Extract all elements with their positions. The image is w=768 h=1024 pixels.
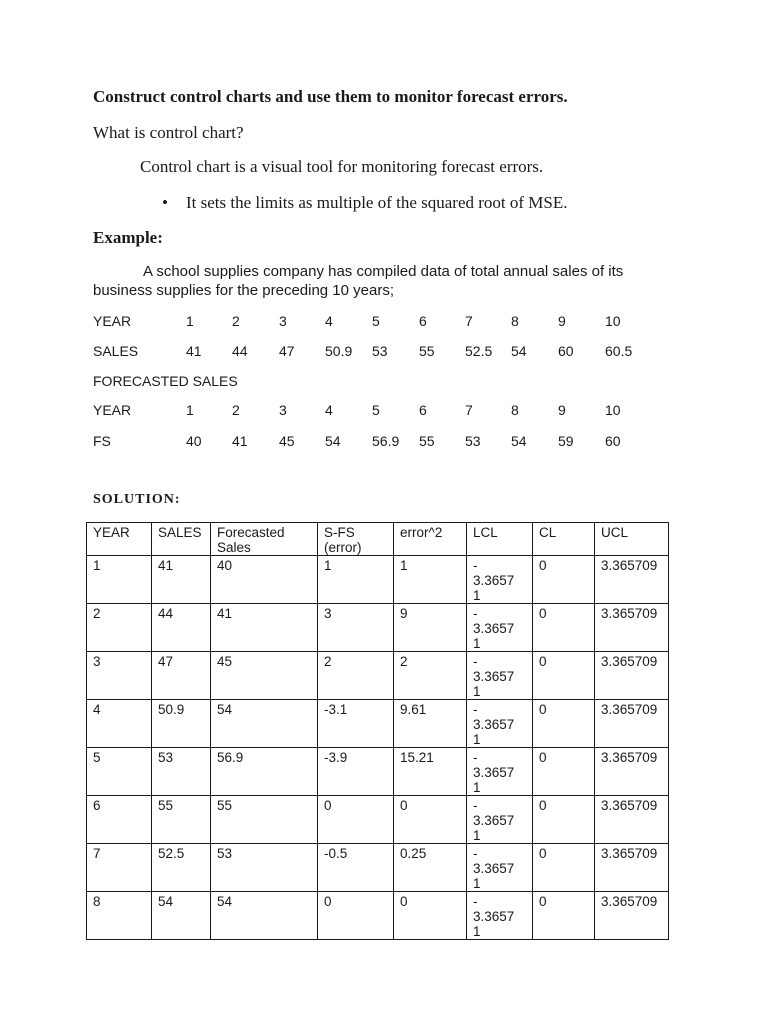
table-cell: 0 [533, 556, 595, 604]
year-cell: 6 [419, 402, 427, 418]
table-cell: 45 [211, 652, 318, 700]
year-cell: 8 [511, 313, 519, 329]
table-cell: 3.365709 [595, 604, 669, 652]
row-label: YEAR [93, 402, 132, 418]
table-cell: 0 [533, 604, 595, 652]
table-cell: 55 [152, 796, 211, 844]
lcl-cell: - 3.3657 1 [467, 604, 533, 652]
year-cell: 1 [186, 402, 194, 418]
table-cell: 3.365709 [595, 796, 669, 844]
year-cell: 3 [279, 313, 287, 329]
table-cell: 53 [211, 844, 318, 892]
year-cell: 9 [558, 313, 566, 329]
table-cell: 2 [394, 652, 467, 700]
year-cell: 3 [279, 402, 287, 418]
table-cell: 5 [87, 748, 152, 796]
table-row [87, 700, 669, 748]
sales-cell: 50.9 [325, 343, 353, 359]
table-cell: 0.25 [394, 844, 467, 892]
sales-cell: 55 [419, 343, 435, 359]
sales-cell: 53 [372, 343, 388, 359]
row-label: SALES [93, 343, 139, 359]
table-cell: 52.5 [152, 844, 211, 892]
question-text: What is control chart? [93, 123, 244, 142]
table-cell: 3.365709 [595, 892, 669, 940]
lcl-cell: - 3.3657 1 [467, 892, 533, 940]
fs-cell: 40 [186, 433, 202, 449]
year-cell: 10 [605, 313, 621, 329]
table-cell: 0 [533, 700, 595, 748]
header-cell: CL [533, 523, 595, 556]
table-cell: 1 [318, 556, 394, 604]
page-heading: Construct control charts and use them to monitor forecast errors. [93, 87, 568, 106]
table-cell: 0 [533, 892, 595, 940]
table-cell: 0 [533, 796, 595, 844]
year-cell: 10 [605, 402, 621, 418]
year-cell: 6 [419, 313, 427, 329]
table-cell: 47 [152, 652, 211, 700]
table-cell: 54 [211, 700, 318, 748]
table-row [87, 748, 669, 796]
row-label: YEAR [93, 313, 132, 329]
table-cell: 3.365709 [595, 844, 669, 892]
table-cell: 1 [394, 556, 467, 604]
year-cell: 8 [511, 402, 519, 418]
year-cell: 5 [372, 313, 380, 329]
sales-cell: 47 [279, 343, 295, 359]
fs-cell: 54 [511, 433, 527, 449]
sales-cell: 44 [232, 343, 248, 359]
table-cell: 1 [87, 556, 152, 604]
year-cell: 5 [372, 402, 380, 418]
fs-cell: 41 [232, 433, 248, 449]
header-cell: Forecasted Sales [211, 523, 318, 556]
table-cell: 3 [318, 604, 394, 652]
forecast-heading-text: FORECASTED SALES [93, 373, 238, 389]
table-cell: 2 [318, 652, 394, 700]
header-cell: S-FS (error) [318, 523, 394, 556]
table-cell: -3.1 [318, 700, 394, 748]
table-cell: 6 [87, 796, 152, 844]
table-row [87, 604, 669, 652]
table-cell: 8 [87, 892, 152, 940]
fs-cell: 53 [465, 433, 481, 449]
solution-table [86, 522, 669, 940]
table-cell: -3.9 [318, 748, 394, 796]
year-cell: 7 [465, 313, 473, 329]
example-label: Example: [93, 228, 163, 247]
table-cell: 0 [394, 892, 467, 940]
lcl-cell: - 3.3657 1 [467, 844, 533, 892]
fs-cell: 60 [605, 433, 621, 449]
lcl-cell: - 3.3657 1 [467, 748, 533, 796]
table-cell: 0 [318, 796, 394, 844]
table-row [87, 652, 669, 700]
fs-cell: 45 [279, 433, 295, 449]
header-cell: UCL [595, 523, 669, 556]
lcl-cell: - 3.3657 1 [467, 652, 533, 700]
sales-cell: 60.5 [605, 343, 633, 359]
year-cell: 4 [325, 402, 333, 418]
table-cell: 0 [394, 796, 467, 844]
sales-cell: 52.5 [465, 343, 493, 359]
table-cell: -0.5 [318, 844, 394, 892]
year-cell: 1 [186, 313, 194, 329]
table-cell: 3.365709 [595, 556, 669, 604]
table-cell: 53 [152, 748, 211, 796]
table-cell: 0 [533, 844, 595, 892]
fs-cell: 55 [419, 433, 435, 449]
lcl-cell: - 3.3657 1 [467, 796, 533, 844]
row-label: FS [93, 433, 111, 449]
table-row [87, 796, 669, 844]
bullet-icon: • [162, 193, 168, 212]
year-cell: 7 [465, 402, 473, 418]
sales-cell: 41 [186, 343, 202, 359]
year-cell: 2 [232, 402, 240, 418]
sales-cell: 54 [511, 343, 527, 359]
year-cell: 9 [558, 402, 566, 418]
table-cell: 55 [211, 796, 318, 844]
header-cell: error^2 [394, 523, 467, 556]
table-cell: 4 [87, 700, 152, 748]
year-cell: 4 [325, 313, 333, 329]
table-cell: 41 [211, 604, 318, 652]
table-cell: 56.9 [211, 748, 318, 796]
solution-label: SOLUTION: [93, 492, 181, 507]
table-cell: 0 [318, 892, 394, 940]
fs-cell: 54 [325, 433, 341, 449]
table-cell: 40 [211, 556, 318, 604]
intro-text: A school supplies company has compiled data of total annual sales of its business supplies for the preceding 10 years; [93, 263, 624, 299]
table-cell: 0 [533, 652, 595, 700]
table-cell: 3 [87, 652, 152, 700]
table-header-row [87, 523, 669, 556]
definition-text: Control chart is a visual tool for monitoring forecast errors. [140, 157, 544, 176]
table-cell: 3.365709 [595, 700, 669, 748]
lcl-cell: - 3.3657 1 [467, 556, 533, 604]
lcl-cell: - 3.3657 1 [467, 700, 533, 748]
table-cell: 9 [394, 604, 467, 652]
table-cell: 0 [533, 748, 595, 796]
table-cell: 2 [87, 604, 152, 652]
header-cell: YEAR [87, 523, 152, 556]
table-cell: 3.365709 [595, 652, 669, 700]
sales-cell: 60 [558, 343, 574, 359]
intro-paragraph [93, 262, 653, 300]
fs-cell: 59 [558, 433, 574, 449]
table-cell: 41 [152, 556, 211, 604]
table-cell: 54 [211, 892, 318, 940]
bullet-text: It sets the limits as multiple of the squared root of MSE. [186, 193, 568, 212]
table-row [87, 892, 669, 940]
table-row [87, 556, 669, 604]
table-cell: 3.365709 [595, 748, 669, 796]
table-cell: 9.61 [394, 700, 467, 748]
table-cell: 15.21 [394, 748, 467, 796]
header-cell: SALES [152, 523, 211, 556]
table-cell: 50.9 [152, 700, 211, 748]
table-cell: 44 [152, 604, 211, 652]
table-row [87, 844, 669, 892]
fs-cell: 56.9 [372, 433, 400, 449]
table-cell: 7 [87, 844, 152, 892]
header-cell: LCL [467, 523, 533, 556]
table-cell: 54 [152, 892, 211, 940]
year-cell: 2 [232, 313, 240, 329]
